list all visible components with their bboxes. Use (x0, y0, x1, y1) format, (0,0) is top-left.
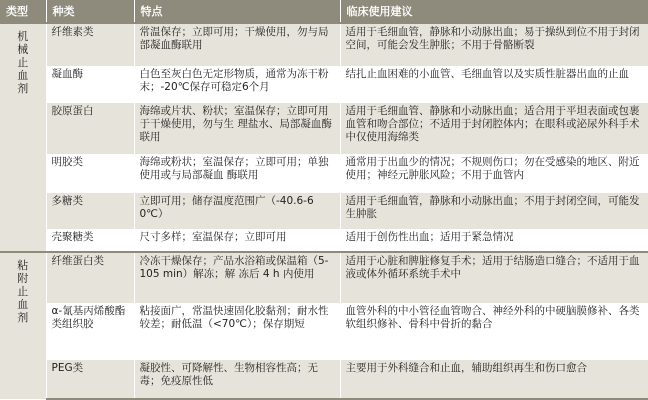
kind-cell: α-氰基丙烯酸酯类组织胶 (46, 303, 134, 360)
advice-cell: 结扎止血困难的小血管、毛细血管以及实质性脏器出血的止血 (340, 66, 648, 103)
table-row (0, 193, 648, 230)
feature-cell: 冷冻干燥保存；产品水浴箱或保温箱（5-105 min）解冻；解 冻后 4 h 内使用 (134, 252, 340, 303)
table-row (0, 360, 648, 399)
kind-cell: 壳聚糖类 (46, 229, 134, 251)
kind-cell: PEG类 (46, 360, 134, 399)
kind-cell: 多糖类 (46, 193, 134, 230)
type-cell-adhesive (0, 252, 46, 399)
advice-cell: 适用于毛细血管、静脉和小动脉出血；适合用于平坦表面或包裹血管和吻合部位；不适用于封闭腔体内；在眼科或泌尿外科手术中仅使用海绵类 (340, 103, 648, 154)
type-cell-mechanical (0, 23, 46, 252)
advice-cell: 适用于创伤性出血；适用于紧急情况 (340, 229, 648, 251)
feature-cell: 海绵或粉状；室温保存；立即可用；单独使用或与局部凝血 酶联用 (134, 154, 340, 193)
header-type: 类型 (0, 0, 46, 23)
advice-cell: 主要用于外科缝合和止血，辅助组织再生和伤口愈合 (340, 360, 648, 399)
header-kind: 种类 (46, 0, 134, 23)
header-row (0, 0, 648, 23)
kind-cell: 凝血酶 (46, 66, 134, 103)
feature-cell: 凝胶性、可降解性、生物相容性高；无毒；免疫原性低 (134, 360, 340, 399)
feature-cell: 尺寸多样；室温保存；立即可用 (134, 229, 340, 251)
table-row (0, 154, 648, 193)
advice-cell: 适用于心脏和脾脏修复手术；适用于结肠造口缝合；不适用于血液或体外循环系统手术中 (340, 252, 648, 303)
advice-cell: 血管外科的中小管径血管吻合、神经外科的中硬脑膜修补、各类软组织修补、骨科中骨折的黏合 (340, 303, 648, 360)
header-feature: 特点 (134, 0, 340, 23)
kind-cell: 纤维蛋白类 (46, 252, 134, 303)
advice-cell: 适用于毛细血管，静脉和小动脉出血；不用于封闭空间，可能发生肿胀 (340, 193, 648, 230)
table-row (0, 66, 648, 103)
type-label: 机械止血剂 (17, 30, 29, 95)
kind-cell: 胶原蛋白 (46, 103, 134, 154)
advice-cell: 通常用于出血少的情况；不规则伤口；勿在受感染的地区、附近使用；神经元肿胀风险；不用于血管内 (340, 154, 648, 193)
kind-cell: 明胶类 (46, 154, 134, 193)
table-row (0, 252, 648, 303)
feature-cell: 粘接面广，常温快速固化胶黏剂；耐水性较差；耐低温（<70℃）；保存期短 (134, 303, 340, 360)
feature-cell: 常温保存；立即可用；干燥使用，勿与局部凝血酶联用 (134, 23, 340, 66)
advice-cell: 适用于毛细血管，静脉和小动脉出血；易于操纵到位不用于封闭空间，可能会发生肿胀；不用于骨骼断裂 (340, 23, 648, 66)
table-row (0, 103, 648, 154)
header-advice: 临床使用建议 (340, 0, 648, 23)
table-row (0, 229, 648, 251)
type-label: 粘附止血剂 (17, 258, 29, 324)
feature-cell: 海绵或片状、粉状；室温保存；立即可用于干燥使用，勿与生 理盐水、局部凝血酶联用 (134, 103, 340, 154)
table-row (0, 303, 648, 360)
feature-cell: 立即可用；储存温度范围广（-40.6-60℃） (134, 193, 340, 230)
kind-cell: 纤维素类 (46, 23, 134, 66)
table-row (0, 23, 648, 66)
feature-cell: 白色至灰白色无定形物质，通常为冻干粉末；-20℃保存可稳定6个月 (134, 66, 340, 103)
